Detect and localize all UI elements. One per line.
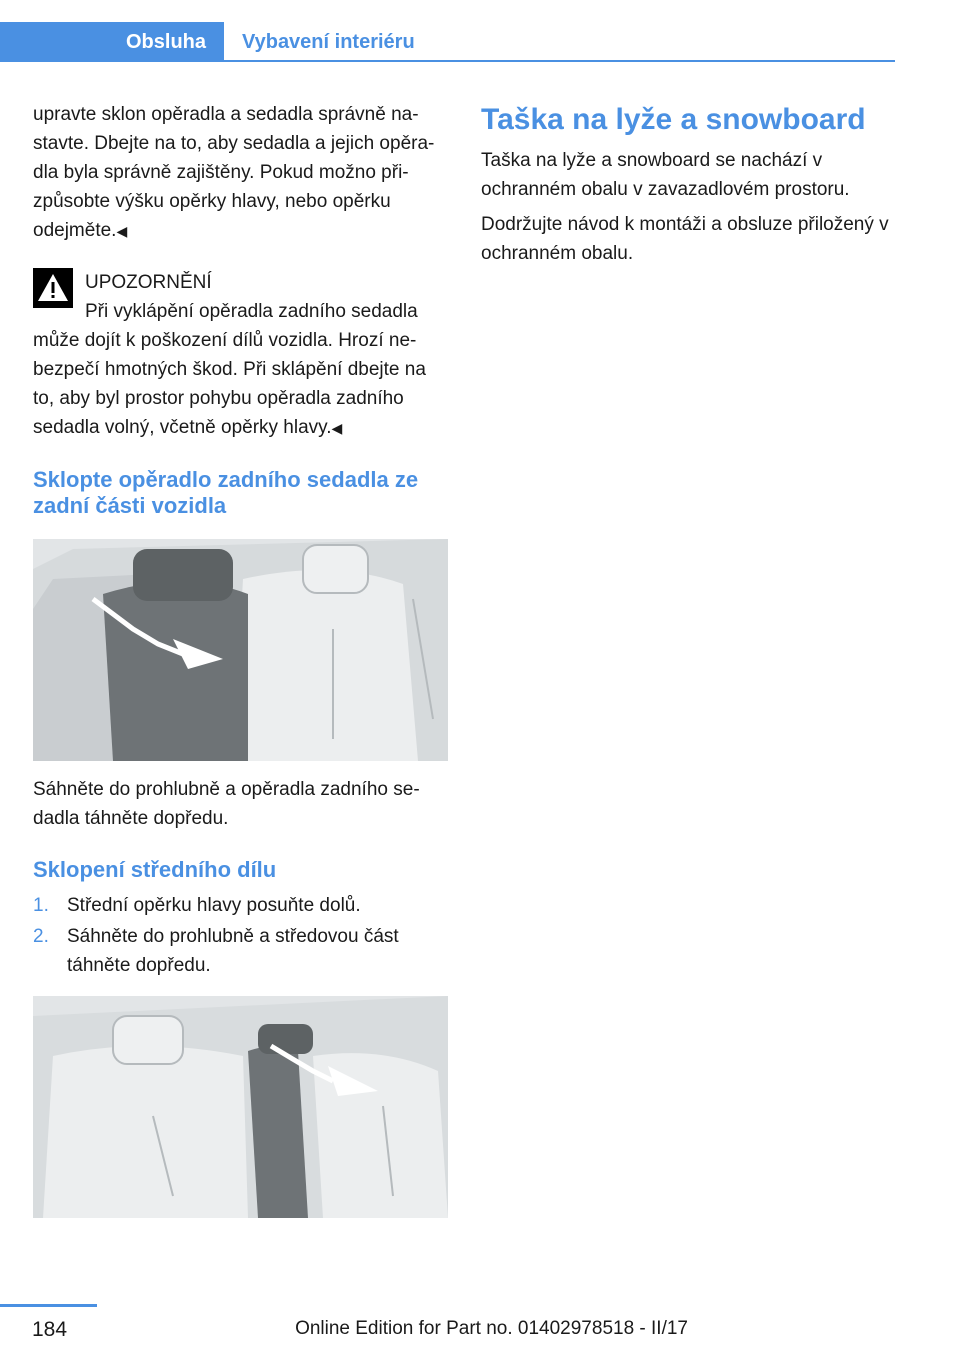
section-heading-ski-bag: Taška na lyže a snowboard (481, 103, 866, 136)
header-tab-obsluha: Obsluha (0, 22, 224, 62)
ski-bag-paragraph-2: Dodržujte návod k montáži a obsluze přiložený v ochranném obalu. (481, 214, 889, 264)
figure-middle-part-fold (33, 996, 448, 1218)
warning-block (33, 268, 448, 443)
warning-text: může dojít k poškození dílů vozidla. Hrozí nebezpečí hmotných škod. Při sklápění dbejte na to, aby byl prostor pohybu opěradla zadního sedadla volný, včetně opěrky hlavy.◀ (33, 330, 426, 438)
right-column (481, 100, 896, 272)
warning-text-first-line: Při vyklápění opěradla zadního sedadla (85, 301, 418, 322)
warning-triangle-icon (33, 268, 73, 308)
header-tab-vybaveni: Vybavení interiéru (242, 31, 415, 53)
end-mark: ◀ (331, 420, 343, 436)
figure-backrest-fold (33, 539, 448, 761)
warning-title: UPOZORNĚNÍ (85, 272, 212, 293)
page-number: 184 (32, 1318, 68, 1341)
footer-rule (0, 1304, 97, 1307)
section-heading-fold-backrest: Sklopte opěradlo zadního sedadla ze zadní části vozidla (33, 467, 419, 518)
list-item: 2. Sáhněte do prohlubně a středovou část táhněte dopředu. (33, 926, 399, 976)
left-column (33, 100, 448, 1218)
header-rule (0, 60, 895, 62)
ski-bag-paragraph-1: Taška na lyže a snowboard se nachází v ochranném obalu v zavazadlovém prostoru. (481, 150, 850, 200)
end-mark: ◀ (116, 223, 128, 239)
intro-paragraph: upravte sklon opěradla a sedadla správně nastavte. Dbejte na to, aby sedadla a jejich opěradla byla správně zajištěny. Pokud možno přizpůsobte výšku opěrky hlavy, nebo opěrku odejměte.◀ (33, 104, 435, 241)
page-header (0, 22, 895, 62)
section-heading-middle-part: Sklopení středního dílu (33, 857, 277, 882)
edition-note: Online Edition for Part no. 01402978518 - II/17 (295, 1318, 688, 1339)
figure1-caption: Sáhněte do prohlubně a opěradla zadního sedadla táhněte dopředu. (33, 779, 420, 829)
list-item: 1. Střední opěrku hlavy posuňte dolů. (33, 895, 361, 916)
steps-list (33, 891, 448, 980)
